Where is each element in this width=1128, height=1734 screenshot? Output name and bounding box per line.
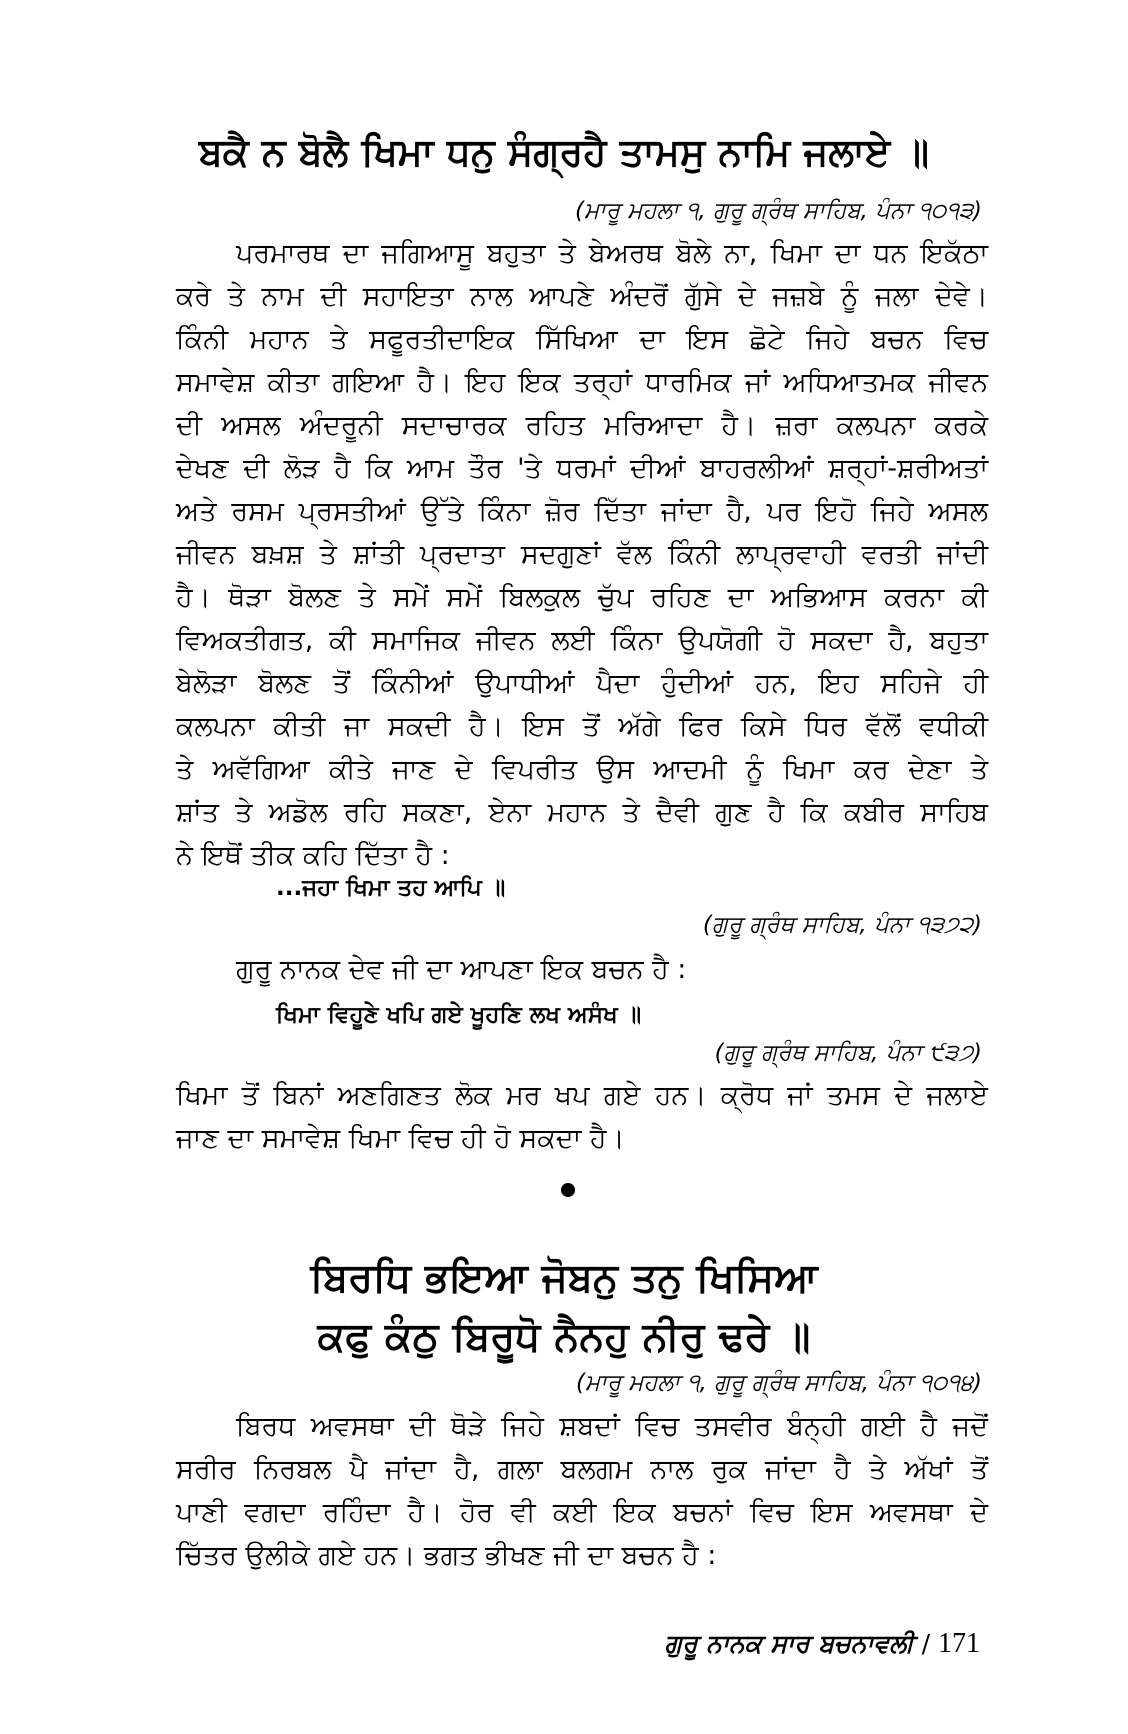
paragraph-line: ਦੀ ਅਸਲ ਅੰਦਰੂਨੀ ਸਦਾਚਾਰਕ ਰਹਿਤ ਮਰਿਆਦਾ ਹੈ। ਜ਼ਰਾ ਕਲਪਨਾ ਕਰਕੇ <box>176 410 988 441</box>
paragraph-line: ਪਰਮਾਰਥ ਦਾ ਜਗਿਆਸੂ ਬਹੁਤਾ ਤੇ ਬੇਅਰਥ ਬੋਲੇ ਨਾ, ਖਿਮਾ ਦਾ ਧਨ ਇਕੱਠਾ <box>236 238 988 269</box>
paragraph-line: ਬਿਰਧ ਅਵਸਥਾ ਦੀ ਥੋੜੇ ਜਿਹੇ ਸ਼ਬਦਾਂ ਵਿਚ ਤਸਵੀਰ ਬੰਨ੍ਹੀ ਗਈ ਹੈ ਜਦੋਂ <box>236 1411 988 1442</box>
quote-guru-nanak-citation: (ਗੁਰੂ ਗ੍ਰੰਥ ਸਾਹਿਬ, ਪੰਨਾ ੯੩੭) <box>714 1040 982 1066</box>
section1-heading: ਬਕੈ ਨ ਬੋਲੈ ਖਿਮਾ ਧਨੁ ਸੰਗ੍ਰਹੈ ਤਾਮਸੁ ਨਾਮਿ ਜਲਾਏ ॥ <box>199 130 929 174</box>
page-footer <box>665 1628 980 1660</box>
paragraph-line: ਨੇ ਇਥੋਂ ਤੀਕ ਕਹਿ ਦਿੱਤਾ ਹੈ : <box>176 840 450 871</box>
section2-citation: (ਮਾਰੂ ਮਹਲਾ ੧, ਗੁਰੂ ਗ੍ਰੰਥ ਸਾਹਿਬ, ਪੰਨਾ ੧੦੧੪) <box>576 1370 982 1396</box>
paragraph-line: ਤੇ ਅਵੱਗਿਆ ਕੀਤੇ ਜਾਣ ਦੇ ਵਿਪਰੀਤ ਉਸ ਆਦਮੀ ਨੂੰ ਖਿਮਾ ਕਰ ਦੇਣਾ ਤੇ <box>176 754 988 785</box>
paragraph-line: ਕਿੰਨੀ ਮਹਾਨ ਤੇ ਸਫੂਰਤੀਦਾਇਕ ਸਿੱਖਿਆ ਦਾ ਇਸ ਛੋਟੇ ਜਿਹੇ ਬਚਨ ਵਿਚ <box>176 324 988 355</box>
quote-kabir: ...ਜਹਾ ਖਿਮਾ ਤਹ ਆਪਿ ॥ <box>276 875 506 901</box>
paragraph-line: ਹੈ। ਥੋੜਾ ਬੋਲਣ ਤੇ ਸਮੇਂ ਸਮੇਂ ਬਿਲਕੁਲ ਚੁੱਪ ਰਹਿਣ ਦਾ ਅਭਿਆਸ ਕਰਨਾ ਕੀ <box>176 582 988 613</box>
section2-heading-line1: ਬਿਰਧਿ ਭਇਆ ਜੋਬਨੁ ਤਨੁ ਖਿਸਿਆ <box>310 1255 818 1301</box>
paragraph-line: ਕਲਪਨਾ ਕੀਤੀ ਜਾ ਸਕਦੀ ਹੈ। ਇਸ ਤੋਂ ਅੱਗੇ ਫਿਰ ਕਿਸੇ ਧਿਰ ਵੱਲੋਂ ਵਧੀਕੀ <box>176 711 988 742</box>
paragraph-line: ਕਰੇ ਤੇ ਨਾਮ ਦੀ ਸਹਾਇਤਾ ਨਾਲ ਆਪਣੇ ਅੰਦਰੋਂ ਗੁੱਸੇ ਦੇ ਜਜ਼ਬੇ ਨੂੰ ਜਲਾ ਦੇਵੇ। <box>176 281 988 312</box>
paragraph-line: ਚਿੱਤਰ ਉਲੀਕੇ ਗਏ ਹਨ। ਭਗਤ ਭੀਖਣ ਜੀ ਦਾ ਬਚਨ ਹੈ : <box>176 1540 717 1571</box>
section1-citation: (ਮਾਰੂ ਮਹਲਾ ੧, ਗੁਰੂ ਗ੍ਰੰਥ ਸਾਹਿਬ, ਪੰਨਾ ੧੦੧੩) <box>574 198 982 224</box>
intro-guru-nanak: ਗੁਰੂ ਨਾਨਕ ਦੇਵ ਜੀ ਦਾ ਆਪਣਾ ਇਕ ਬਚਨ ਹੈ : <box>236 954 687 985</box>
footer-separator: / <box>921 1629 931 1658</box>
paragraph-line: ਅਤੇ ਰਸਮ ਪ੍ਰਸਤੀਆਂ ਉੱਤੇ ਕਿੰਨਾ ਜ਼ੋਰ ਦਿੱਤਾ ਜਾਂਦਾ ਹੈ, ਪਰ ਇਹੋ ਜਿਹੇ ਅਸਲ <box>176 496 988 527</box>
paragraph-line: ਸ਼ਾਂਤ ਤੇ ਅਡੋਲ ਰਹਿ ਸਕਣਾ, ਏਨਾ ਮਹਾਨ ਤੇ ਦੈਵੀ ਗੁਣ ਹੈ ਕਿ ਕਬੀਰ ਸਾਹਿਬ <box>176 797 988 828</box>
closing-line: ਜਾਣ ਦਾ ਸਮਾਵੇਸ਼ ਖਿਮਾ ਵਿਚ ਹੀ ਹੋ ਸਕਦਾ ਹੈ। <box>176 1123 625 1154</box>
section2-heading-line2: ਕਫੁ ਕੰਠੁ ਬਿਰੂਧੋ ਨੈਨਹੁ ਨੀਰੁ ਢਰੇ ॥ <box>317 1314 811 1360</box>
footer-book-title: ਗੁਰੂ ਨਾਨਕ ਸਾਰ ਬਚਨਾਵਲੀ <box>664 1629 914 1658</box>
quote-kabir-citation: (ਗੁਰੂ ਗ੍ਰੰਥ ਸਾਹਿਬ, ਪੰਨਾ ੧੩੭੨) <box>702 912 982 938</box>
paragraph-line: ਵਿਅਕਤੀਗਤ, ਕੀ ਸਮਾਜਿਕ ਜੀਵਨ ਲਈ ਕਿੰਨਾ ਉਪਯੋਗੀ ਹੋ ਸਕਦਾ ਹੈ, ਬਹੁਤਾ <box>176 625 988 656</box>
paragraph-line: ਬੇਲੋੜਾ ਬੋਲਣ ਤੋਂ ਕਿੰਨੀਆਂ ਉਪਾਧੀਆਂ ਪੈਦਾ ਹੁੰਦੀਆਂ ਹਨ, ਇਹ ਸਹਿਜੇ ਹੀ <box>176 668 988 699</box>
paragraph-line: ਸਮਾਵੇਸ਼ ਕੀਤਾ ਗਇਆ ਹੈ। ਇਹ ਇਕ ਤਰ੍ਹਾਂ ਧਾਰਮਿਕ ਜਾਂ ਅਧਿਆਤਮਕ ਜੀਵਨ <box>176 367 988 398</box>
quote-guru-nanak: ਖਿਮਾ ਵਿਹੂਣੇ ਖਪਿ ਗਏ ਖੂਹਣਿ ਲਖ ਅਸੰਖ ॥ <box>276 1002 642 1028</box>
section-divider-bullet <box>561 1183 575 1197</box>
page-number: 171 <box>938 1628 980 1659</box>
paragraph-line: ਜੀਵਨ ਬਖ਼ਸ਼ ਤੇ ਸ਼ਾਂਤੀ ਪ੍ਰਦਾਤਾ ਸਦਗੁਣਾਂ ਵੱਲ ਕਿੰਨੀ ਲਾਪ੍ਰਵਾਹੀ ਵਰਤੀ ਜਾਂਦੀ <box>176 539 988 570</box>
paragraph-line: ਸਰੀਰ ਨਿਰਬਲ ਪੈ ਜਾਂਦਾ ਹੈ, ਗਲਾ ਬਲਗਮ ਨਾਲ ਰੁਕ ਜਾਂਦਾ ਹੈ ਤੇ ਅੱਖਾਂ ਤੋਂ <box>176 1454 988 1485</box>
paragraph-line: ਪਾਣੀ ਵਗਦਾ ਰਹਿੰਦਾ ਹੈ। ਹੋਰ ਵੀ ਕਈ ਇਕ ਬਚਨਾਂ ਵਿਚ ਇਸ ਅਵਸਥਾ ਦੇ <box>176 1497 988 1528</box>
closing-line: ਖਿਮਾ ਤੋਂ ਬਿਨਾਂ ਅਣਗਿਣਤ ਲੋਕ ਮਰ ਖਪ ਗਏ ਹਨ। ਕ੍ਰੋਧ ਜਾਂ ਤਮਸ ਦੇ ਜਲਾਏ <box>176 1080 988 1111</box>
paragraph-line: ਦੇਖਣ ਦੀ ਲੋੜ ਹੈ ਕਿ ਆਮ ਤੌਰ 'ਤੇ ਧਰਮਾਂ ਦੀਆਂ ਬਾਹਰਲੀਆਂ ਸ਼ਰ੍ਹਾਂ-ਸ਼ਰੀਅਤਾਂ <box>176 453 988 484</box>
